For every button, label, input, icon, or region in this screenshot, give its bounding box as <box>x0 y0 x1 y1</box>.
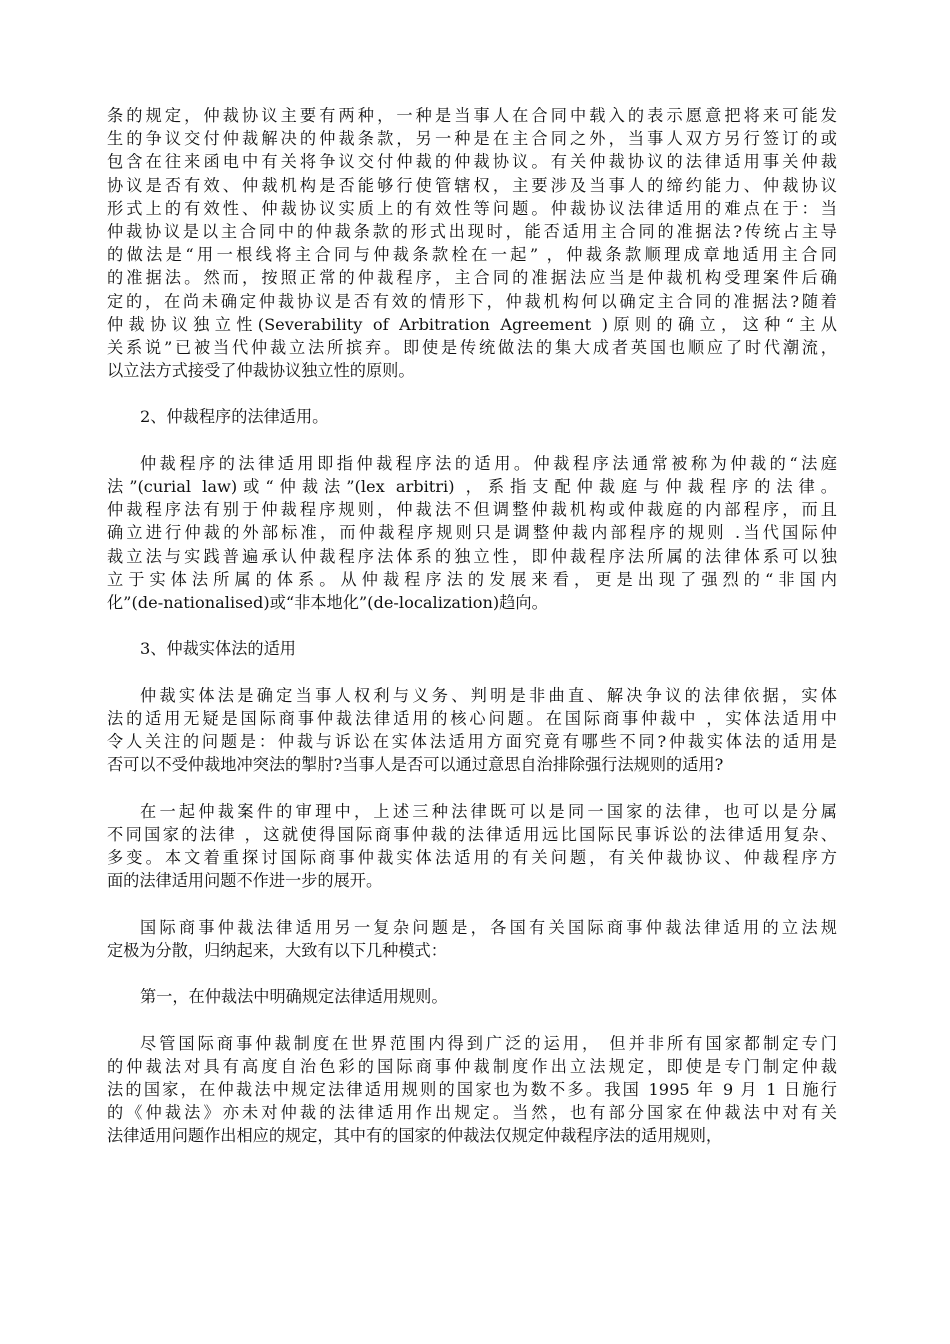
paragraph-p1 <box>107 104 837 382</box>
paragraph-line: 国际商事仲裁法律适用另一复杂问题是，各国有关国际商事仲裁法律适用的立法规 <box>140 917 837 937</box>
paragraph-line: 仲裁实体法是确定当事人权利与义务、判明是非曲直、解决争议的法律依据，实体 <box>140 685 837 705</box>
paragraph-line: 2、仲裁程序的法律适用。 <box>140 407 329 427</box>
paragraph-line: 仲裁协议独立性(Severability of Arbitration Agreement )原则的确立，这种“主从 <box>107 314 837 334</box>
paragraph-line: 以立法方式接受了仲裁协议独立性的原则。 <box>107 361 415 381</box>
paragraph-line: 条的规定，仲裁协议主要有两种，一种是当事人在合同中载入的表示愿意把将来可能发 <box>107 106 837 125</box>
paragraph-line: 第一，在仲裁法中明确规定法律适用规则。 <box>140 987 448 1007</box>
paragraph-line: 确立进行仲裁的外部标准，而仲裁程序规则只是调整仲裁内部程序的规则 .当代国际仲 <box>107 523 837 543</box>
paragraph-line: 的做法是“用一根线将主合同与仲裁条款栓在一起” ，仲裁条款顺理成章地适用主合同 <box>107 245 837 265</box>
paragraph-line: 形式上的有效性、仲裁协议实质上的有效性等问题。仲裁协议法律适用的难点在于：当 <box>107 198 837 218</box>
paragraph-p2 <box>107 405 837 428</box>
paragraph-line: 包含在往来函电中有关将争议交付仲裁的仲裁协议。有关仲裁协议的法律适用事关仲裁 <box>107 152 837 172</box>
paragraph-p8 <box>107 985 837 1008</box>
paragraph-line: 协议是否有效、仲裁机构是否能够行使管辖权，主要涉及当事人的缔约能力、仲裁协议 <box>107 175 837 195</box>
document-page <box>107 104 837 1171</box>
paragraph-line: 否可以不受仲裁地冲突法的掣肘?当事人是否可以通过意思自治排除强行法规则的适用? <box>107 755 724 775</box>
paragraph-line: 3、仲裁实体法的适用 <box>140 639 296 659</box>
paragraph-line: 尽管国际商事仲裁制度在世界范围内得到广泛的运用， 但并非所有国家都制定专门 <box>140 1033 837 1053</box>
paragraph-line: 仲裁协议是以主合同中的仲裁条款的形式出现时，能否适用主合同的准据法?传统占主导 <box>107 221 837 241</box>
paragraph-p6 <box>107 800 837 893</box>
paragraph-line: 化”(de-nationalised)或“非本地化”(de-localization)趋向。 <box>107 592 548 612</box>
paragraph-line: 的《仲裁法》亦未对仲裁的法律适用作出规定。当然，也有部分国家在仲裁法中对有关 <box>107 1103 837 1123</box>
paragraph-line: 法的国家，在仲裁法中规定法律适用规则的国家也为数不多。我国 1995 年 9 月 1 日施行 <box>107 1079 837 1099</box>
paragraph-line: 法的适用无疑是国际商事仲裁法律适用的核心问题。在国际商事仲裁中 ，实体法适用中 <box>107 708 837 728</box>
paragraph-line: 在一起仲裁案件的审理中，上述三种法律既可以是同一国家的法律，也可以是分属 <box>140 801 837 821</box>
paragraph-line: 不同国家的法律 ，这就使得国际商事仲裁的法律适用远比国际民事诉讼的法律适用复杂、 <box>107 824 837 844</box>
paragraph-p5 <box>107 684 837 777</box>
paragraph-line: 令人关注的问题是：仲裁与诉讼在实体法适用方面究竟有哪些不同?仲裁实体法的适用是 <box>107 732 837 752</box>
paragraph-p3 <box>107 452 837 614</box>
paragraph-line: 关系说”已被当代仲裁立法所摈弃。即使是传统做法的集大成者英国也顺应了时代潮流， <box>107 337 837 357</box>
paragraph-line: 定极为分散，归纳起来，大致有以下几种模式： <box>107 940 447 960</box>
paragraph-line: 的准据法。然而，按照正常的仲裁程序，主合同的准据法应当是仲裁机构受理案件后确 <box>107 268 837 288</box>
paragraph-line: 多变。本文着重探讨国际商事仲裁实体法适用的有关问题，有关仲裁协议、仲裁程序方 <box>107 848 837 867</box>
paragraph-line: 定的，在尚未确定仲裁协议是否有效的情形下，仲裁机构何以确定主合同的准据法?随着 <box>107 291 837 311</box>
paragraph-line: 生的争议交付仲裁解决的仲裁条款，另一种是在主合同之外，当事人双方另行签订的或 <box>107 129 837 149</box>
paragraph-line: 仲裁程序法有别于仲裁程序规则，仲裁法不但调整仲裁机构或仲裁庭的内部程序，而且 <box>107 500 837 520</box>
paragraph-line: 法”(curial law)或“仲裁法”(lex arbitri) ，系指支配仲裁庭与仲裁程序的法律。 <box>107 477 837 496</box>
paragraph-p4 <box>107 637 837 660</box>
paragraph-line: 的仲裁法对具有高度自治色彩的国际商事仲裁制度作出立法规定，即使是专门制定仲裁 <box>107 1056 837 1076</box>
paragraph-p9 <box>107 1032 837 1148</box>
paragraph-line: 裁立法与实践普遍承认仲裁程序法体系的独立性，即仲裁程序法所属的法律体系可以独 <box>107 546 837 566</box>
paragraph-line: 法律适用问题作出相应的规定，其中有的国家的仲裁法仅规定仲裁程序法的适用规则， <box>107 1126 723 1146</box>
paragraph-line: 面的法律适用问题不作进一步的展开。 <box>107 871 383 891</box>
paragraph-line: 仲裁程序的法律适用即指仲裁程序法的适用。仲裁程序法通常被称为仲裁的“法庭 <box>140 453 837 473</box>
paragraph-line: 立于实体法所属的体系。从仲裁程序法的发展来看，更是出现了强烈的“非国内 <box>107 569 837 589</box>
paragraph-p7 <box>107 916 837 962</box>
